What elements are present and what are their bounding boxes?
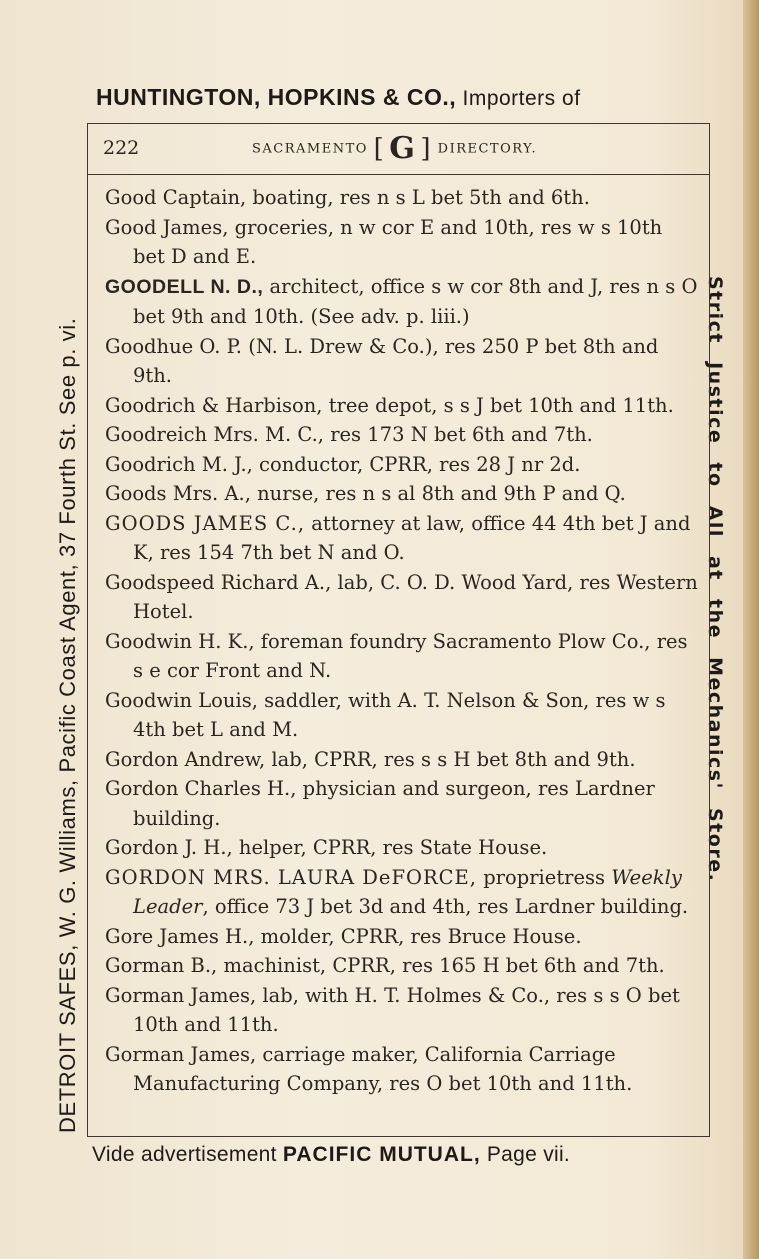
page-edge: [743, 0, 759, 1259]
entry-details: architect, office s w cor 8th and J, res n s O bet 9th and 10th. (See adv. p. liii.): [133, 274, 698, 328]
entry-details: helper, CPRR, res State House.: [232, 836, 548, 859]
directory-entry: [105, 686, 700, 745]
entry-details: nurse, res n s al 8th and 9th P and Q.: [250, 482, 626, 505]
entry-name: Goodrich M. J.,: [105, 452, 253, 476]
directory-entries: [105, 183, 700, 1099]
bottom-banner-company: PACIFIC MUTUAL,: [282, 1143, 481, 1166]
directory-entry: [105, 509, 700, 568]
entry-name: Gordon J. H.,: [105, 836, 233, 859]
entry-name: Gore James H.,: [105, 924, 255, 948]
directory-entry: [105, 183, 700, 213]
entry-details: boating, res n s L bet 5th and 6th.: [246, 186, 590, 209]
entry-name: Goodwin H. K.,: [105, 629, 255, 653]
entry-publication: Weekly Leader: [133, 865, 682, 918]
entry-details: carriage maker, California Carriage Manufacturing Company, res O bet 10th and 11th.: [133, 1042, 633, 1095]
entry-details: lab, with H. T. Holmes & Co., res s s O bet 10th and 11th.: [133, 983, 680, 1036]
running-head-city: SACRAMENTO: [252, 141, 368, 157]
entry-details: saddler, with A. T. Nelson & Son, res w s 4th bet L and M.: [133, 688, 666, 741]
entry-details: lab, CPRR, res s s H bet 8th and 9th.: [265, 747, 636, 771]
bottom-banner-suffix: Page vii.: [480, 1143, 571, 1166]
right-margin-advertisement: Strict Justice to All at the Mechanics' Store.: [704, 276, 726, 883]
entry-name: Goodrich & Harbison,: [105, 393, 323, 417]
entry-details: conductor, CPRR, res 28 J nr 2d.: [252, 452, 581, 476]
directory-entry: [105, 922, 700, 952]
entry-name: Gordon Charles H.,: [105, 777, 297, 800]
directory-entry: [105, 833, 700, 863]
entry-details: (N. L. Drew & Co.), res 250 P bet 8th and 9th.: [133, 334, 659, 387]
entry-name: Goods Mrs. A.,: [105, 482, 251, 505]
directory-entry: [105, 420, 700, 450]
directory-entry: [105, 213, 700, 272]
running-head-directory: DIRECTORY.: [437, 141, 538, 157]
bracket-open: [: [373, 134, 386, 164]
directory-entry: [105, 1040, 700, 1099]
left-margin-advertisement: DETROIT SAFES, W. G. Williams, Pacific Coast Agent, 37 Fourth St. See p. vi.: [55, 317, 80, 1133]
directory-entry: [105, 627, 700, 686]
entry-name: Goodspeed Richard A.,: [105, 570, 332, 594]
entry-details: foreman foundry Sacramento Plow Co., res s e cor Front and N.: [133, 629, 688, 682]
directory-entry: [105, 479, 700, 509]
entry-details: tree depot, s s J bet 10th and 11th.: [322, 393, 674, 417]
top-banner-tagline: Importers of: [456, 87, 581, 110]
page-number: 222: [103, 137, 140, 159]
directory-entry: [105, 391, 700, 421]
entry-name: Goodhue O. P.: [105, 334, 243, 358]
bottom-banner-prefix: Vide advertisement: [92, 1143, 283, 1166]
entry-name: Good Captain,: [105, 186, 247, 209]
directory-entry: [105, 332, 700, 391]
top-banner-company: HUNTINGTON, HOPKINS & CO.,: [96, 84, 457, 110]
bottom-advertisement-banner: [92, 1143, 722, 1177]
directory-entry: [105, 951, 700, 981]
entry-name: GOODELL N. D.,: [105, 275, 264, 298]
entry-name: GORDON MRS. LAURA DeFORCE,: [105, 865, 477, 889]
running-header: [87, 123, 710, 175]
entry-name: Goodreich Mrs. M. C.,: [105, 423, 324, 446]
running-head-title: [252, 131, 537, 168]
entry-details: attorney at law, office 44 4th bet J and K, res 154 7th bet N and O.: [133, 511, 691, 564]
entry-name: Gordon Andrew,: [105, 747, 266, 771]
entry-name: GOODS JAMES C.,: [105, 511, 306, 535]
entry-details: physician and surgeon, res Lardner building.: [133, 777, 655, 830]
entry-name: Good James,: [105, 215, 229, 239]
entry-name: Gorman James,: [105, 983, 257, 1007]
directory-entry: [105, 863, 700, 922]
entry-details: res 173 N bet 6th and 7th.: [324, 423, 593, 446]
directory-entry: [105, 745, 700, 775]
section-letter: G: [389, 131, 417, 166]
top-advertisement-banner: [96, 84, 706, 118]
entry-details: groceries, n w cor E and 10th, res w s 10th bet D and E.: [133, 215, 663, 268]
directory-entry: [105, 450, 700, 480]
bracket-close: ]: [420, 134, 432, 164]
directory-entry: [105, 272, 700, 332]
entry-details: machinist, CPRR, res 165 H bet 6th and 7th.: [217, 954, 665, 977]
directory-entry: [105, 774, 700, 833]
entry-details: molder, CPRR, res Bruce House.: [254, 924, 582, 948]
directory-entry: [105, 981, 700, 1040]
entry-details: , office 73 J bet 3d and 4th, res Lardner building.: [202, 895, 689, 918]
entry-details: lab, C. O. D. Wood Yard, res Western Hotel.: [133, 570, 698, 623]
entry-name: Gorman James,: [105, 1042, 257, 1066]
directory-entry: [105, 568, 700, 627]
entry-name: Gorman B.,: [105, 954, 218, 977]
entry-details-before: proprietress: [477, 865, 612, 889]
entry-name: Goodwin Louis,: [105, 688, 258, 712]
